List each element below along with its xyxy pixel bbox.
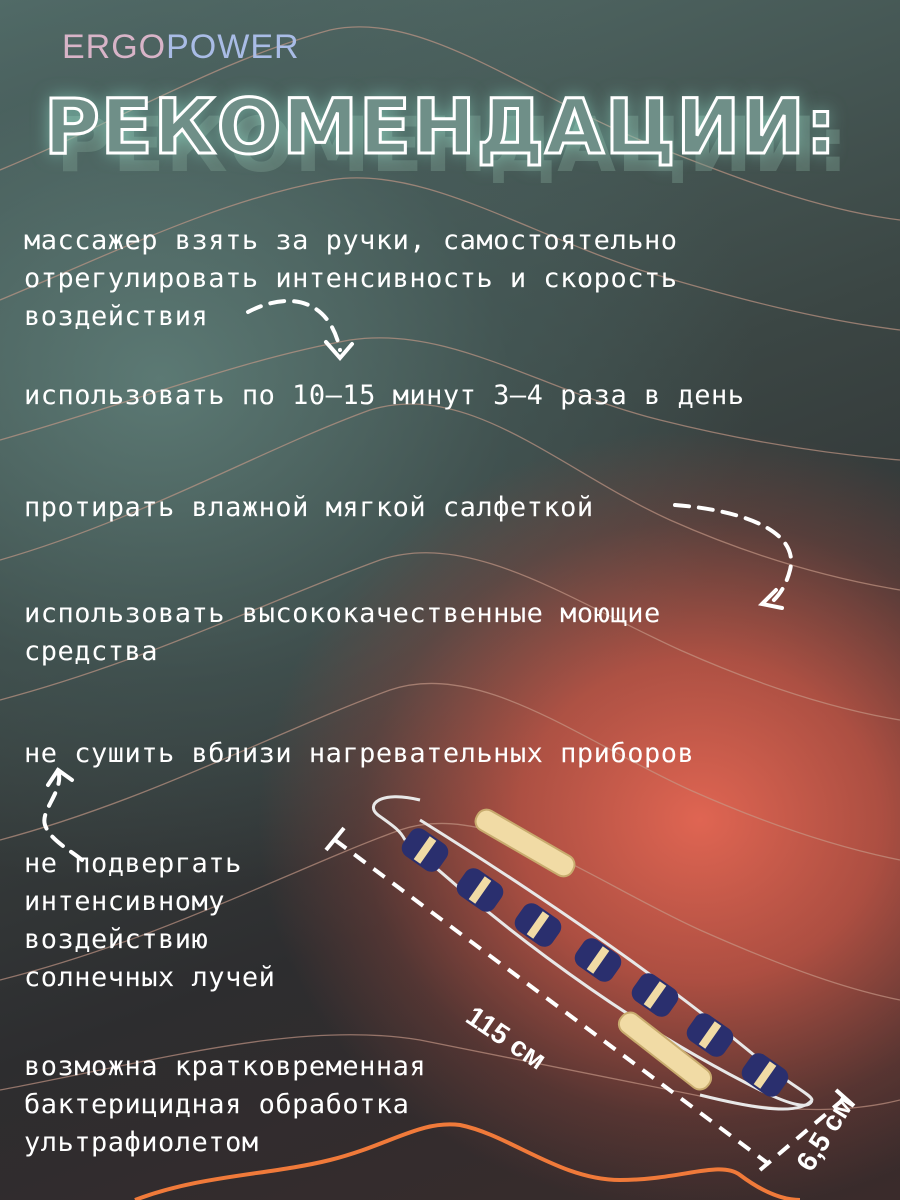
recommendation-item-1: массажер взять за ручки, самостоятельно отрегулировать интенсивность и скорость воздействия <box>24 225 678 332</box>
recommendation-item-2: использовать по 10–15 минут 3–4 раза в день <box>24 380 745 411</box>
brand-logo <box>62 28 300 67</box>
recommendation-item-4: использовать высококачественные моющие средства <box>24 598 661 667</box>
massager-rollers <box>398 824 792 1100</box>
recommendation-item-6: не подвергать интенсивному воздействию солнечных лучей <box>24 848 276 993</box>
recommendation-item-3: протирать влажной мягкой салфеткой <box>24 492 594 523</box>
dimension-length-label: 115 см <box>460 1000 552 1076</box>
brand-part-power: POWER <box>166 28 300 66</box>
massager-handle-top <box>472 806 578 880</box>
recommendation-item-5: не сушить вблизи нагревательных приборов <box>24 738 695 769</box>
dimension-width-label: 6,5 см <box>790 1089 861 1177</box>
brand-part-ergo: ERGO <box>62 28 167 66</box>
recommendation-item-7: возможна кратковременная бактерицидная обработка ультрафиолетом <box>24 1051 427 1158</box>
page-title: РЕКОМЕНДАЦИИ: <box>44 82 838 171</box>
massager-rope <box>700 1095 812 1109</box>
